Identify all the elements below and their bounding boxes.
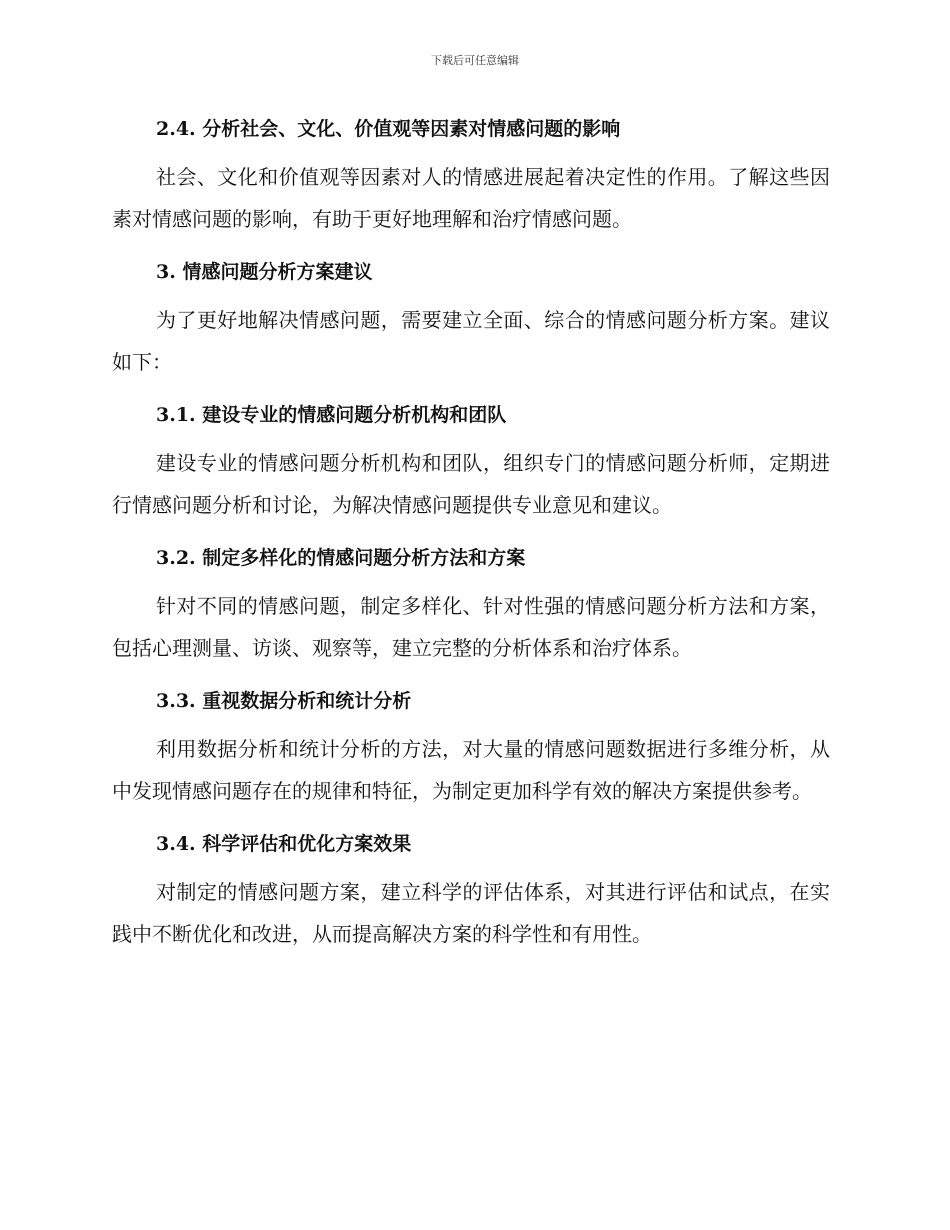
section-paragraph-3-1: 建设专业的情感问题分析机构和团队，组织专门的情感问题分析师，定期进行情感问题分析和讨论，为解决情感问题提供专业意见和建议。 <box>112 451 830 517</box>
section-paragraph-3-4: 对制定的情感问题方案，建立科学的评估体系，对其进行评估和试点，在实践中不断优化和改进，从而提高解决方案的科学性和有用性。 <box>112 880 830 946</box>
section-paragraph-3: 为了更好地解决情感问题，需要建立全面、综合的情感问题分析方案。建议如下： <box>112 308 830 374</box>
section-paragraph-3-2: 针对不同的情感问题，制定多样化、针对性强的情感问题分析方法和方案，包括心理测量、访谈、观察等，建立完整的分析体系和治疗体系。 <box>112 594 830 660</box>
section-paragraph-2-4: 社会、文化和价值观等因素对人的情感进展起着决定性的作用。了解这些因素对情感问题的影响，有助于更好地理解和治疗情感问题。 <box>112 165 830 231</box>
page-header: 下载后可任意编辑 <box>431 54 519 67</box>
section-paragraph-3-3: 利用数据分析和统计分析的方法，对大量的情感问题数据进行多维分析，从中发现情感问题存在的规律和特征，为制定更加科学有效的解决方案提供参考。 <box>112 737 830 803</box>
section-heading-3-4: 3.4. 科学评估和优化方案效果 <box>156 833 412 855</box>
section-heading-2-4: 2.4. 分析社会、文化、价值观等因素对情感问题的影响 <box>156 118 621 140</box>
section-heading-3-3: 3.3. 重视数据分析和统计分析 <box>156 690 412 712</box>
document-body <box>112 112 830 955</box>
section-heading-3: 3. 情感问题分析方案建议 <box>156 261 373 283</box>
section-heading-3-1: 3.1. 建设专业的情感问题分析机构和团队 <box>156 404 507 426</box>
section-heading-3-2: 3.2. 制定多样化的情感问题分析方法和方案 <box>156 547 526 569</box>
